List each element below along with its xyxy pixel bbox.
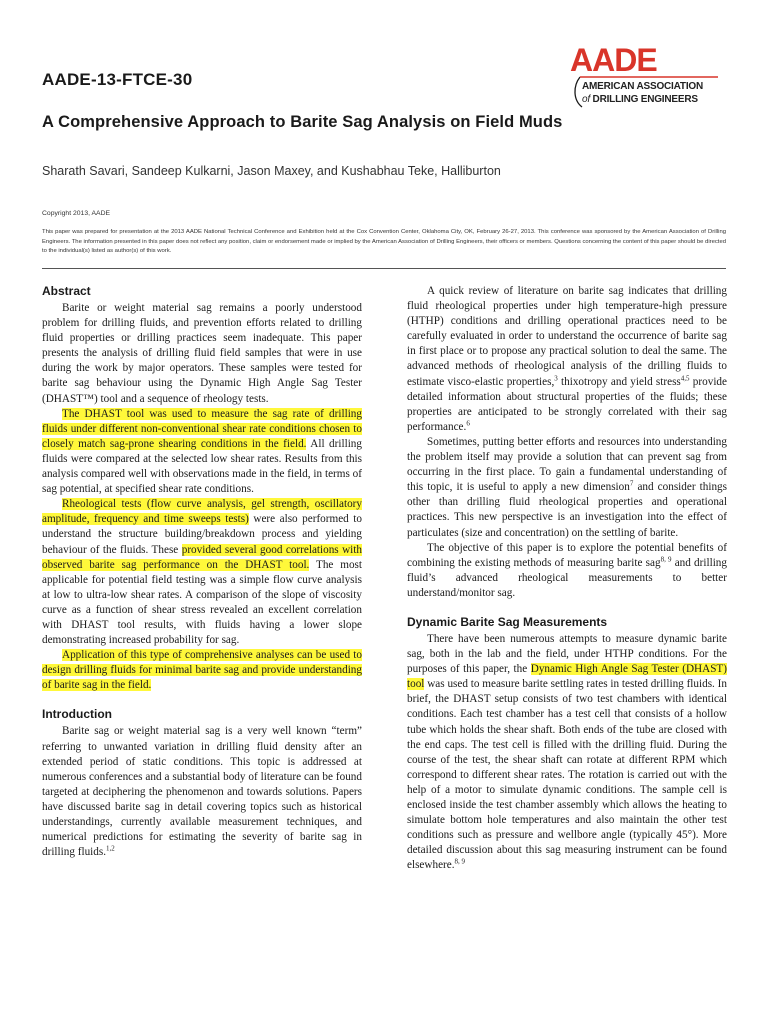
paragraph-text: Sometimes, putting better efforts and resources into understanding the problem itself may provide a solution that can prevent sag from occurring in the first place. To gain a fundamental understanding of this topic, it is useful to apply a new dimension [407, 435, 727, 494]
abstract-heading: Abstract [42, 284, 91, 298]
aade-logo [570, 44, 720, 110]
highlighted-text: provided several good correlations with observed barite sag performance on the DHAST tool. [42, 543, 362, 571]
divider [42, 268, 726, 269]
objective-paragraph [407, 541, 727, 601]
paragraph-text: All drilling fluids were compared at the selected low shear rates. Results from this analysis compared well with observations made in the field, in terms of sag potential, at specified shear rate conditions. [42, 437, 362, 496]
paper-title: A Comprehensive Approach to Barite Sag Analysis on Field Muds [42, 113, 563, 131]
review-paragraph [407, 284, 727, 435]
abstract-paragraph-3 [42, 497, 362, 648]
logo-line-1: AMERICAN ASSOCIATION [582, 81, 704, 92]
highlighted-text: The DHAST tool was used to measure the sag rate of drilling fluids under different non-conventional shear rate conditions chosen to closely match sag-prone shearing conditions in the field. [42, 407, 362, 450]
reference-mark: 3 [554, 373, 558, 382]
dbsm-paragraph [407, 632, 727, 874]
right-column [407, 284, 727, 873]
highlighted-text: Application of this type of comprehensive analyses can be used to design drilling fluids for minimal barite sag and provide understanding of barite sag in the field. [42, 649, 362, 692]
section-gap [42, 693, 362, 707]
reference-mark: 8, 9 [660, 554, 672, 563]
paragraph-text: provide detailed information about structural properties of the fluids; these properties are anticipated to be strongly correlated with their sag performance. [407, 375, 727, 433]
reference-mark: 7 [629, 479, 634, 488]
reference-mark: 1,2 [106, 844, 115, 853]
introduction-paragraph-1 [42, 724, 362, 860]
reference-mark: 8, 9 [454, 857, 466, 866]
introduction-heading: Introduction [42, 707, 112, 722]
left-column [42, 284, 362, 860]
paragraph-text: were also performed to understand the structure building/breakdown process and yielding behaviour of the fluids. These [42, 513, 362, 556]
abstract-paragraph-1: Barite or weight material sag remains a poorly understood problem for drilling fluids, and prevention efforts related to drilling fluid properties or drilling practices seem inadequate. This paper presents the analysis of drilling fluid field samples that were in use during the work by major operators. These samples were tested for barite sag behaviour using the Dynamic High Angle Sag Tester (DHAST™) tool and a sequence of rheology tests. [42, 302, 362, 405]
paragraph-text: and drilling fluid’s advanced rheological measurements to better understand/monitor sag. [407, 556, 727, 599]
paragraph-text: thixotropy and yield stress [557, 375, 681, 388]
reference-mark: 6 [466, 419, 470, 428]
section-gap [407, 601, 727, 615]
paragraph-text: A quick review of literature on barite sag indicates that drilling fluid rheological properties under high temperature-high pressure (HTHP) conditions and drilling operational practices need to be carefully evaluated in order to understand the occurrence of barite sag in first place or to propose any practical solution to deal the same. The advanced methods of rheological analysis of the drilling fluids to estimate visco-elastic properties, [407, 285, 727, 388]
dbsm-heading: Dynamic Barite Sag Measurements [407, 614, 608, 629]
logo-of: of [582, 94, 590, 105]
highlighted-text: Dynamic High Angle Sag Tester (DHAST) tool [407, 663, 727, 691]
paragraph-text: The objective of this paper is to explore the potential benefits of combining the existing methods of measuring barite sag [407, 541, 727, 569]
authors: Sharath Savari, Sandeep Kulkarni, Jason Maxey, and Kushabhau Teke, Halliburton [42, 164, 501, 178]
paragraph-text: The most applicable for potential field testing was a simple flow curve analysis at low to ultra-low shear rates. A comparison of the slope of viscosity curve as a function of shear stress revealed an excellent correlation with DHAST tool results, with fluids having a lower slope demonstrating increased probability for sag. [42, 558, 362, 647]
paragraph-text: and consider things other than drilling fluid rheological properties and operational practices. This new perspective is an investigation into the effect of particulates (size and concentration) on the settling of barite. [407, 481, 728, 539]
abstract-paragraph-4 [42, 648, 362, 693]
dimension-paragraph [407, 435, 727, 541]
highlighted-text: Rheological tests (flow curve analysis, gel strength, oscillatory amplitude, frequency and time sweeps tests) [42, 498, 362, 526]
conference-notice: This paper was prepared for presentation at the 2013 AADE National Technical Conference and Exhibition held at the Cox Convention Center, Oklahoma City, OK, February 26-27, 2013. This conference was sponsored by the American Association of Drilling Engineers. The information presented in this paper does not reflect any position, claim or endorsement made or implied by the American Association of Drilling Engineers, their officers or members. Questions concerning the content of this paper should be directed to the individual(s) listed as author(s) of this work. [42, 229, 726, 254]
logo-wordmark: AADE [570, 42, 657, 78]
paper-id: AADE-13-FTCE-30 [42, 70, 193, 89]
abstract-paragraph-2 [42, 407, 362, 498]
paragraph-text: Barite sag or weight material sag is a very well known “term” referring to unwanted variation in drilling fluid density after an extended period of static conditions. This topic is addressed at numerous conferences and a substantial body of literature can be found targeted at deciphering the phenomenon and towards solutions. Papers have discussed barite sag in detail covering topics such as historical understandings, currently available measurement techniques, and numerical predictions for estimating the severity of barite sag in drilling fluids. [42, 725, 362, 859]
paragraph-text: There have been numerous attempts to measure dynamic barite sag, both in the lab and the field, under HTHP conditions. For the purposes of this paper, the [407, 632, 727, 676]
paragraph-text: was used to measure barite settling rates in tested drilling fluids. In brief, the DHAST setup consists of two test chambers with identical conditions. Each test chamber has a test cell that consists of a hollow tube which holds the shear shaft. Both ends of the tube are closed with the end caps. The test cell is filled with the drilling fluid. During the course of the test, the shear shaft can rotate at different RPM which correspond to different shear rates. The rotation is carried out with the help of a motor to simulate dynamic conditions. The sample cell is enclosed inside the test chamber assembly which allows the heating to simulate bottom hole temperatures and also maintain the other test conditions such as pressure and wellbore angle (typically 45°). More detailed discussion about this sag measuring instrument can be found elsewhere. [407, 678, 727, 872]
logo-line-2 [582, 94, 698, 105]
logo-line-2-text: DRILLING ENGINEERS [592, 94, 698, 105]
copyright: Copyright 2013, AADE [42, 210, 111, 217]
reference-mark: 4,5 [680, 373, 690, 382]
